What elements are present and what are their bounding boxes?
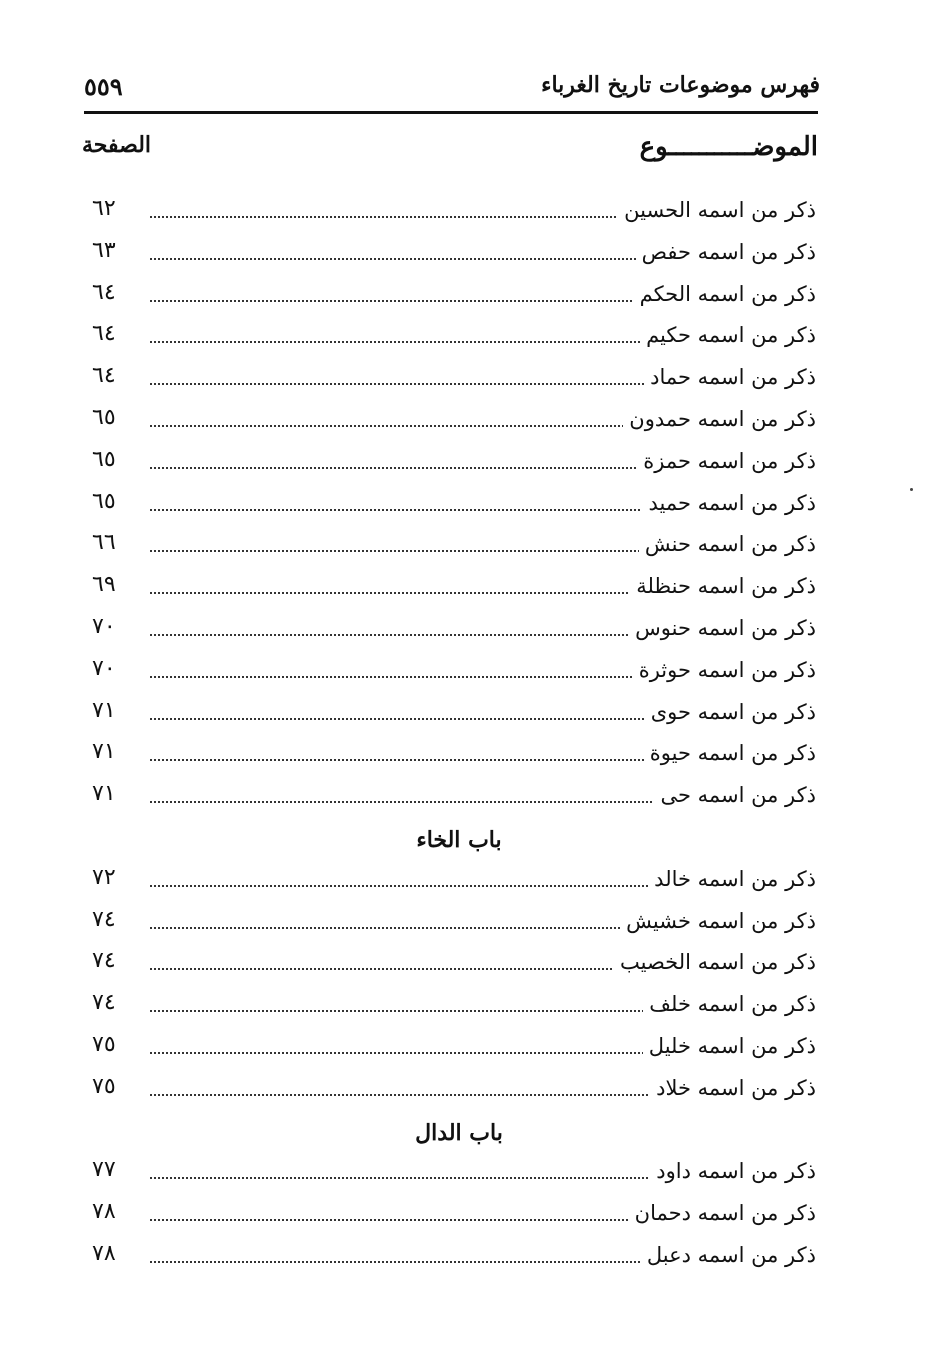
section-heading: [0, 1114, 948, 1156]
toc-entry: [0, 445, 948, 487]
toc-entry: [0, 988, 948, 1030]
topic-column-heading: الموضـــــــــــوع: [639, 132, 818, 162]
toc-entry: [0, 528, 948, 570]
entry-title: ذكر من اسمه حمدون: [623, 407, 816, 431]
entry-page-number: ٧١: [92, 739, 116, 765]
page-number: ٥٥٩: [84, 72, 123, 101]
entry-title: ذكر من اسمه خلاد: [650, 1076, 816, 1100]
entry-page-number: ٦٥: [92, 446, 116, 472]
toc-entry: [0, 737, 948, 779]
entry-title: ذكر من اسمه الحسين: [618, 198, 816, 222]
toc-entry: [0, 1155, 948, 1197]
running-head: [82, 72, 820, 108]
toc-entry: [0, 319, 948, 361]
toc-entry: [0, 612, 948, 654]
entry-title: ذكر من اسمه دعبل: [641, 1243, 816, 1267]
entry-page-number: ٧٥: [92, 1073, 116, 1099]
entry-page-number: ٧٤: [92, 948, 116, 974]
entry-page-number: ٧٤: [92, 906, 116, 932]
entry-title: ذكر من اسمه حمزة: [637, 449, 816, 473]
entry-page-number: ٦٩: [92, 572, 116, 598]
running-title: فهرس موضوعات تاريخ الغرباء: [541, 72, 820, 98]
toc-entry: [0, 1197, 948, 1239]
entry-title: ذكر من اسمه حكيم: [640, 323, 816, 347]
entry-title: ذكر من اسمه حوى: [645, 700, 816, 724]
entry-title: ذكر من اسمه الحكم: [634, 282, 816, 306]
entry-title: ذكر من اسمه حنوس: [629, 616, 816, 640]
entry-title: ذكر من اسمه حى: [654, 783, 816, 807]
entry-title: ذكر من اسمه حوثرة: [633, 658, 816, 682]
entry-page-number: ٦٤: [92, 321, 116, 347]
entry-title: ذكر من اسمه الخصيب: [614, 950, 816, 974]
toc-entry: [0, 361, 948, 403]
entry-page-number: ٦٢: [92, 196, 116, 221]
entry-title: ذكر من اسمه خشيش: [620, 909, 816, 933]
entry-title: ذكر من اسمه حنش: [639, 532, 816, 556]
toc-entry: [0, 696, 948, 738]
entry-title: ذكر من اسمه حماد: [644, 365, 816, 389]
toc-entry: [0, 1030, 948, 1072]
entry-page-number: ٦٤: [92, 363, 116, 389]
entry-title: ذكر من اسمه دحمان: [629, 1201, 816, 1225]
entry-title: ذكر من اسمه خلف: [643, 992, 816, 1016]
toc-entry: [0, 1072, 948, 1114]
toc-entry: [0, 570, 948, 612]
entry-title: ذكر من اسمه حنظلة: [630, 574, 816, 598]
entry-page-number: ٧٨: [92, 1199, 116, 1225]
toc-entry: [0, 863, 948, 905]
entry-page-number: ٦٥: [92, 404, 116, 430]
section-title: باب الخاء: [416, 826, 502, 853]
column-headings: [82, 132, 818, 172]
toc-entry: [0, 654, 948, 696]
toc-entry: [0, 905, 948, 947]
entry-title: ذكر من اسمه داود: [650, 1159, 816, 1183]
entry-title: ذكر من اسمه حميد: [642, 491, 816, 515]
entry-page-number: ٧٢: [92, 864, 116, 890]
toc-entry: [0, 194, 948, 236]
entry-page-number: ٧١: [92, 781, 116, 807]
entry-page-number: ٦٤: [92, 279, 116, 305]
toc-entry: [0, 946, 948, 988]
entry-title: ذكر من اسمه حفص: [636, 240, 816, 264]
entry-page-number: ٧٧: [92, 1157, 116, 1183]
toc-entry: [0, 779, 948, 821]
page-column-heading: الصفحة: [82, 132, 152, 158]
entry-page-number: ٦٥: [92, 488, 116, 514]
toc-entry: [0, 1239, 948, 1281]
entry-page-number: ٧١: [92, 697, 116, 723]
entry-page-number: ٧٠: [92, 613, 116, 639]
entry-page-number: ٦٦: [92, 530, 116, 556]
entry-page-number: ٧٥: [92, 1031, 116, 1057]
section-title: باب الدال: [415, 1119, 503, 1146]
header-rule: [84, 111, 818, 114]
entry-page-number: ٦٣: [92, 237, 116, 263]
entry-page-number: ٧٤: [92, 990, 116, 1016]
toc-entry: [0, 403, 948, 445]
toc-entry: [0, 278, 948, 320]
toc-entry: [0, 236, 948, 278]
entry-title: ذكر من اسمه خليل: [643, 1034, 816, 1058]
toc-entry: [0, 487, 948, 529]
entry-page-number: ٧٨: [92, 1240, 116, 1266]
entry-page-number: ٧٠: [92, 655, 116, 681]
print-speck: [910, 488, 913, 491]
table-of-contents: [0, 194, 948, 1281]
entry-title: ذكر من اسمه حيوة: [644, 741, 816, 765]
entry-title: ذكر من اسمه خالد: [648, 867, 816, 891]
section-heading: [0, 821, 948, 863]
